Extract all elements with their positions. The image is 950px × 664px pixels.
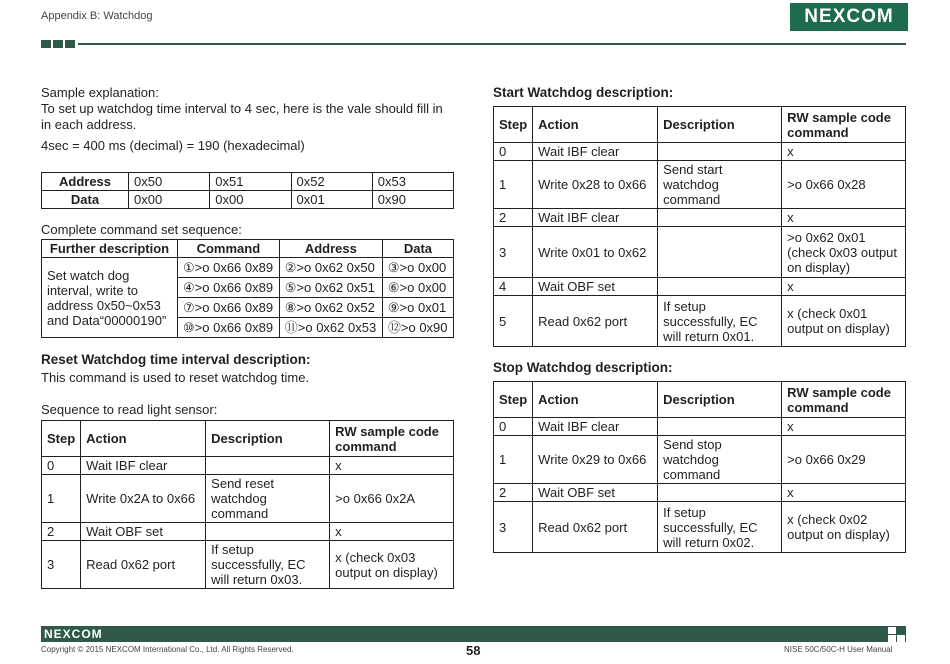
- data-cell: ③>o 0x00: [382, 258, 453, 278]
- table-row: 1 Write 0x28 to 0x66 Send start watchdog command >o 0x66 0x28: [494, 161, 906, 209]
- reset-title: Reset Watchdog time interval description:: [41, 352, 311, 367]
- address-label: Address: [42, 173, 129, 191]
- data-cell: 0x00: [210, 191, 291, 209]
- command-cell: ①>o 0x66 0x89: [178, 258, 280, 278]
- start-table: [493, 106, 906, 347]
- table-row: 0 Wait IBF clear x: [494, 143, 906, 161]
- header-blocks: [41, 40, 75, 48]
- sample-text: To set up watchdog time interval to 4 sec, here is the vale should fill in in each address.: [41, 101, 443, 132]
- table-row: 2 Wait OBF set x: [494, 484, 906, 502]
- col-header: RW sample code command: [330, 421, 454, 457]
- reset-text: This command is used to reset watchdog time.: [41, 370, 310, 385]
- complete-label: Complete command set sequence:: [41, 222, 242, 237]
- left-column: [41, 85, 455, 589]
- col-header: Data: [382, 240, 453, 258]
- address-data-table: [41, 172, 454, 209]
- table-row: 0 Wait IBF clear x: [494, 418, 906, 436]
- stop-table: [493, 381, 906, 553]
- table-row: 3 Write 0x01 to 0x62 >o 0x62 0x01 (check 0x03 output on display): [494, 227, 906, 278]
- col-header: RW sample code command: [782, 107, 906, 143]
- table-row: 5 Read 0x62 port If setup successfully, EC will return 0x01. x (check 0x01 output on display): [494, 296, 906, 347]
- address-cell: ⑧>o 0x62 0x52: [279, 298, 382, 318]
- table-row: [42, 191, 454, 209]
- col-header: Action: [533, 382, 658, 418]
- table-row: 4 Wait OBF set x: [494, 278, 906, 296]
- data-cell: ⑨>o 0x01: [382, 298, 453, 318]
- col-header: Step: [494, 382, 533, 418]
- table-header-row: [494, 107, 906, 143]
- col-header: Description: [658, 107, 782, 143]
- address-cell: 0x51: [210, 173, 291, 191]
- data-label: Data: [42, 191, 129, 209]
- header-rule: [78, 43, 906, 45]
- data-cell: 0x90: [372, 191, 453, 209]
- col-header: Description: [206, 421, 330, 457]
- copyright: Copyright © 2015 NEXCOM International Co., Ltd. All Rights Reserved.: [41, 645, 294, 654]
- col-header: Address: [279, 240, 382, 258]
- address-cell: 0x50: [129, 173, 210, 191]
- table-row: [42, 258, 454, 278]
- table-row: [42, 173, 454, 191]
- footer-bar: [41, 626, 906, 642]
- col-header: Action: [81, 421, 206, 457]
- table-row: 3 Read 0x62 port If setup successfully, EC will return 0x02. x (check 0x02 output on display): [494, 502, 906, 553]
- col-header: Description: [658, 382, 782, 418]
- col-header: Action: [533, 107, 658, 143]
- col-header: Step: [494, 107, 533, 143]
- col-header: RW sample code command: [782, 382, 906, 418]
- formula: 4sec = 400 ms (decimal) = 190 (hexadecimal): [41, 138, 305, 153]
- address-cell: 0x52: [291, 173, 372, 191]
- data-cell: ⑥>o 0x00: [382, 278, 453, 298]
- footer-logo: NEXCOM: [44, 627, 103, 641]
- data-cell: 0x00: [129, 191, 210, 209]
- command-table: [41, 239, 454, 338]
- footer-squares-icon: [888, 627, 905, 642]
- header-title: Appendix B: Watchdog: [41, 10, 153, 22]
- stop-title: Stop Watchdog description:: [493, 360, 673, 375]
- further-description: Set watch dog interval, write to address 0x50~0x53 and Data“00000190”: [42, 258, 178, 338]
- sequence-label: Sequence to read light sensor:: [41, 402, 218, 417]
- col-header: Further description: [42, 240, 178, 258]
- data-cell: ⑫>o 0x90: [382, 318, 453, 338]
- col-header: Step: [42, 421, 81, 457]
- manual-title: NISE 50C/50C-H User Manual: [784, 645, 893, 654]
- table-row: 1 Write 0x2A to 0x66 Send reset watchdog command >o 0x66 0x2A: [42, 475, 454, 523]
- table-header-row: [42, 421, 454, 457]
- nexcom-logo: NEXCOM: [790, 3, 908, 31]
- address-cell: ②>o 0x62 0x50: [279, 258, 382, 278]
- command-cell: ⑦>o 0x66 0x89: [178, 298, 280, 318]
- table-row: 0 Wait IBF clear x: [42, 457, 454, 475]
- address-cell: 0x53: [372, 173, 453, 191]
- command-cell: ④>o 0x66 0x89: [178, 278, 280, 298]
- right-column: [493, 85, 907, 553]
- table-row: 2 Wait OBF set x: [42, 523, 454, 541]
- data-cell: 0x01: [291, 191, 372, 209]
- table-row: 2 Wait IBF clear x: [494, 209, 906, 227]
- page-number: 58: [466, 643, 481, 658]
- address-cell: ⑤>o 0x62 0x51: [279, 278, 382, 298]
- table-row: 1 Write 0x29 to 0x66 Send stop watchdog command >o 0x66 0x29: [494, 436, 906, 484]
- address-cell: ⑪>o 0x62 0x53: [279, 318, 382, 338]
- table-header-row: [494, 382, 906, 418]
- table-row: 3 Read 0x62 port If setup successfully, EC will return 0x03. x (check 0x03 output on display): [42, 541, 454, 589]
- table-header-row: [42, 240, 454, 258]
- start-title: Start Watchdog description:: [493, 85, 674, 100]
- sample-label: Sample explanation:: [41, 85, 159, 100]
- reset-table: [41, 420, 454, 589]
- command-cell: ⑩>o 0x66 0x89: [178, 318, 280, 338]
- col-header: Command: [178, 240, 280, 258]
